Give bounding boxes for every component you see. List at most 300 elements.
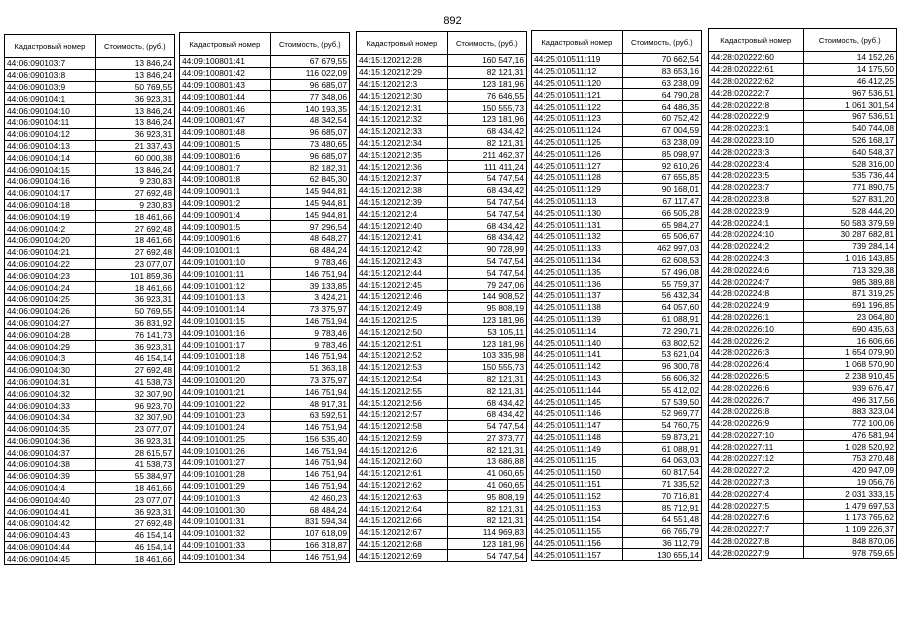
table-row — [709, 134, 897, 146]
cadastral-number-cell: 44:25:010511:119 — [532, 54, 623, 66]
table-row — [532, 372, 702, 384]
cost-cell: 967 536,51 — [803, 110, 897, 122]
cost-cell: 848 870,06 — [803, 535, 897, 547]
cost-cell: 123 181,96 — [447, 78, 526, 90]
cost-cell: 60 000,38 — [95, 152, 174, 164]
cadastral-number-cell: 44:06:090104:17 — [5, 187, 96, 199]
table-row — [5, 93, 175, 105]
cadastral-number-cell: 44:28:020226:4 — [709, 358, 804, 370]
cost-cell: 690 435,63 — [803, 323, 897, 335]
table-row — [357, 479, 527, 491]
cost-cell: 36 923,31 — [95, 128, 174, 140]
table-row — [709, 63, 897, 75]
cost-cell: 67 655,85 — [622, 171, 701, 183]
table-row — [709, 87, 897, 99]
cadastral-number-cell: 44:09:100801:5 — [180, 138, 271, 150]
cost-cell: 27 692,48 — [95, 518, 174, 530]
cost-cell: 1 061 301,54 — [803, 99, 897, 111]
cost-cell: 30 287 682,81 — [803, 228, 897, 240]
cost-cell: 61 088,91 — [622, 443, 701, 455]
table-row — [180, 126, 350, 138]
table-row — [709, 476, 897, 488]
cost-cell: 68 434,42 — [447, 125, 526, 137]
cadastral-number-cell: 44:25:010511:155 — [532, 525, 623, 537]
table-row — [357, 137, 527, 149]
table-row — [709, 99, 897, 111]
table-row — [5, 199, 175, 211]
cadastral-number-cell: 44:15:120212:38 — [357, 184, 448, 196]
cadastral-number-cell: 44:06:090104:45 — [5, 553, 96, 565]
cost-cell: 535 736,44 — [803, 169, 897, 181]
cost-cell: 54 760,75 — [622, 419, 701, 431]
cost-cell: 13 846,24 — [95, 105, 174, 117]
cadastral-number-cell: 44:09:100801:6 — [180, 150, 271, 162]
table-row — [180, 504, 350, 516]
table-row — [180, 256, 350, 268]
cadastral-number-cell: 44:15:120212:52 — [357, 349, 448, 361]
cost-cell: 166 318,87 — [270, 539, 349, 551]
cadastral-number-cell: 44:06:090103:7 — [5, 58, 96, 70]
table-row — [357, 515, 527, 527]
cadastral-number-cell: 44:09:101001:26 — [180, 445, 271, 457]
cost-cell: 82 121,31 — [447, 503, 526, 515]
cadastral-number-cell: 44:25:010511:139 — [532, 313, 623, 325]
table-row — [709, 193, 897, 205]
table-row — [357, 326, 527, 338]
table-row — [5, 388, 175, 400]
cadastral-number-cell: 44:09:100801:44 — [180, 91, 271, 103]
cost-cell: 67 117,47 — [622, 195, 701, 207]
table-row — [532, 266, 702, 278]
cost-cell: 68 484,24 — [270, 244, 349, 256]
table-row — [357, 113, 527, 125]
cadastral-number-cell: 44:28:020222:62 — [709, 75, 804, 87]
cadastral-number-cell: 44:06:090104:44 — [5, 541, 96, 553]
cost-cell: 462 997,03 — [622, 242, 701, 254]
cadastral-number-cell: 44:25:010511:141 — [532, 348, 623, 360]
cost-cell: 46 412,25 — [803, 75, 897, 87]
cadastral-number-cell: 44:09:101001:31 — [180, 516, 271, 528]
cadastral-number-cell: 44:09:101001:20 — [180, 374, 271, 386]
cadastral-number-cell: 44:25:010511:132 — [532, 230, 623, 242]
table-row — [532, 183, 702, 195]
cost-cell: 36 112,79 — [622, 537, 701, 549]
table-row — [5, 553, 175, 565]
table-row — [180, 280, 350, 292]
table-row — [5, 81, 175, 93]
table-row — [532, 301, 702, 313]
table-row — [709, 382, 897, 394]
cost-cell: 1 479 697,53 — [803, 500, 897, 512]
table-row — [709, 429, 897, 441]
table-row — [180, 445, 350, 457]
table-row — [5, 105, 175, 117]
table-row — [357, 102, 527, 114]
table-row — [180, 209, 350, 221]
header-cost: Стоимость, (руб.) — [270, 33, 349, 56]
table-row — [357, 161, 527, 173]
cost-cell: 13 846,24 — [95, 69, 174, 81]
table-row — [709, 75, 897, 87]
cost-cell: 123 181,96 — [447, 113, 526, 125]
cost-cell: 527 831,20 — [803, 193, 897, 205]
cost-cell: 95 808,19 — [447, 491, 526, 503]
table-row — [357, 503, 527, 515]
cadastral-number-cell: 44:15:120212:35 — [357, 149, 448, 161]
cadastral-number-cell: 44:28:020224:6 — [709, 264, 804, 276]
table-row — [5, 459, 175, 471]
cost-cell: 73 375,97 — [270, 374, 349, 386]
cadastral-table-1 — [4, 34, 175, 565]
table-row — [532, 431, 702, 443]
cadastral-number-cell: 44:25:010511:143 — [532, 372, 623, 384]
table-row — [5, 400, 175, 412]
cost-cell: 27 692,48 — [95, 246, 174, 258]
table-body — [180, 56, 350, 563]
table-row — [532, 514, 702, 526]
cost-cell: 23 064,80 — [803, 311, 897, 323]
table-row — [5, 447, 175, 459]
cost-cell: 771 890,75 — [803, 181, 897, 193]
cost-cell: 211 462,37 — [447, 149, 526, 161]
table-row — [709, 512, 897, 524]
cost-cell: 54 747,54 — [447, 420, 526, 432]
table-body — [709, 52, 897, 559]
table-row — [357, 397, 527, 409]
cost-cell: 36 923,31 — [95, 293, 174, 305]
cadastral-number-cell: 44:06:090104:33 — [5, 400, 96, 412]
cadastral-number-cell: 44:25:010511:134 — [532, 254, 623, 266]
cost-cell: 27 692,48 — [95, 223, 174, 235]
cost-cell: 64 486,35 — [622, 101, 701, 113]
cost-cell: 96 685,07 — [270, 150, 349, 162]
cost-cell: 64 790,28 — [622, 89, 701, 101]
cadastral-number-cell: 44:06:090104:16 — [5, 175, 96, 187]
cost-cell: 871 319,25 — [803, 287, 897, 299]
cost-cell: 1 068 570,90 — [803, 358, 897, 370]
table-row — [709, 547, 897, 559]
cadastral-number-cell: 44:15:120212:6 — [357, 444, 448, 456]
cadastral-number-cell: 44:09:101001:34 — [180, 551, 271, 563]
cost-cell: 90 728,99 — [447, 243, 526, 255]
table-row — [532, 337, 702, 349]
table-row — [357, 302, 527, 314]
cost-cell: 18 461,66 — [95, 482, 174, 494]
table-row — [709, 311, 897, 323]
table-row — [532, 195, 702, 207]
cost-cell: 92 610,26 — [622, 160, 701, 172]
cadastral-number-cell: 44:28:020224:8 — [709, 287, 804, 299]
table-row — [5, 470, 175, 482]
table-row — [357, 349, 527, 361]
header-cadastral-number: Кадастровый номер — [532, 31, 623, 54]
cadastral-number-cell: 44:09:101001:23 — [180, 409, 271, 421]
cadastral-number-cell: 44:25:010511:154 — [532, 514, 623, 526]
table-row — [5, 270, 175, 282]
cadastral-number-cell: 44:09:101001:21 — [180, 386, 271, 398]
table-row — [532, 525, 702, 537]
table-row — [532, 396, 702, 408]
table-row — [5, 164, 175, 176]
cadastral-number-cell: 44:09:101001:17 — [180, 339, 271, 351]
header-cadastral-number: Кадастровый номер — [5, 35, 96, 58]
cost-cell: 60 752,42 — [622, 112, 701, 124]
table-row — [180, 232, 350, 244]
cadastral-number-cell: 44:06:090104:15 — [5, 164, 96, 176]
table-row — [180, 374, 350, 386]
cadastral-number-cell: 44:09:101001:10 — [180, 256, 271, 268]
table-row — [357, 408, 527, 420]
cost-cell: 71 335,52 — [622, 478, 701, 490]
cost-cell: 63 592,51 — [270, 409, 349, 421]
cadastral-number-cell: 44:28:020227:12 — [709, 453, 804, 465]
cost-cell: 96 300,78 — [622, 360, 701, 372]
table-row — [180, 315, 350, 327]
cost-cell: 123 181,96 — [447, 538, 526, 550]
header-cost: Стоимость, (руб.) — [622, 31, 701, 54]
table-row — [5, 282, 175, 294]
cadastral-number-cell: 44:25:010511:125 — [532, 136, 623, 148]
cost-cell: 65 984,27 — [622, 219, 701, 231]
table-row — [180, 480, 350, 492]
cadastral-number-cell: 44:09:101001:15 — [180, 315, 271, 327]
cost-cell: 640 548,37 — [803, 146, 897, 158]
table-row — [357, 467, 527, 479]
cost-cell: 130 655,14 — [622, 549, 701, 561]
cadastral-number-cell: 44:25:010511:130 — [532, 207, 623, 219]
table-row — [180, 339, 350, 351]
cost-cell: 77 348,06 — [270, 91, 349, 103]
cost-cell: 123 181,96 — [447, 314, 526, 326]
cost-cell: 55 384,97 — [95, 470, 174, 482]
cost-cell: 32 307,90 — [95, 388, 174, 400]
cost-cell: 68 434,42 — [447, 220, 526, 232]
cost-cell: 82 182,31 — [270, 162, 349, 174]
table-row — [180, 551, 350, 563]
table-row — [709, 276, 897, 288]
cadastral-number-cell: 44:28:020226:2 — [709, 335, 804, 347]
table-row — [532, 148, 702, 160]
cost-cell: 145 944,81 — [270, 197, 349, 209]
cost-cell: 28 615,57 — [95, 447, 174, 459]
table-row — [532, 112, 702, 124]
cost-cell: 95 808,19 — [447, 302, 526, 314]
cadastral-number-cell: 44:06:090104:39 — [5, 470, 96, 482]
table-row — [357, 420, 527, 432]
cadastral-number-cell: 44:06:090104:29 — [5, 341, 96, 353]
table-row — [5, 529, 175, 541]
cost-cell: 50 583 379,59 — [803, 217, 897, 229]
cost-cell: 70 662,54 — [622, 54, 701, 66]
table-row — [532, 65, 702, 77]
cadastral-number-cell: 44:25:010511:133 — [532, 242, 623, 254]
cost-cell: 76 646,55 — [447, 90, 526, 102]
table-row — [5, 187, 175, 199]
cadastral-number-cell: 44:06:090104:41 — [5, 506, 96, 518]
cost-cell: 48 648,27 — [270, 232, 349, 244]
cost-cell: 36 923,31 — [95, 93, 174, 105]
cadastral-number-cell: 44:09:101001:25 — [180, 433, 271, 445]
cost-cell: 61 088,91 — [622, 313, 701, 325]
cost-cell: 83 653,16 — [622, 65, 701, 77]
cadastral-number-cell: 44:15:120212:62 — [357, 479, 448, 491]
table-row — [709, 146, 897, 158]
table-row — [5, 211, 175, 223]
table-row — [357, 208, 527, 220]
cost-cell: 82 121,31 — [447, 66, 526, 78]
cadastral-number-cell: 44:25:010511:144 — [532, 384, 623, 396]
cost-cell: 19 056,76 — [803, 476, 897, 488]
cadastral-number-cell: 44:15:120212:28 — [357, 55, 448, 67]
table-row — [5, 435, 175, 447]
cost-cell: 54 747,54 — [447, 208, 526, 220]
table-row — [5, 518, 175, 530]
table-row — [357, 338, 527, 350]
cost-cell: 55 412,02 — [622, 384, 701, 396]
table-row — [709, 394, 897, 406]
table-row — [180, 468, 350, 480]
cost-cell: 27 373,77 — [447, 432, 526, 444]
cost-cell: 146 751,94 — [270, 457, 349, 469]
cost-cell: 68 434,42 — [447, 184, 526, 196]
cost-cell: 41 060,65 — [447, 467, 526, 479]
cadastral-number-cell: 44:15:120212:32 — [357, 113, 448, 125]
cadastral-number-cell: 44:25:010511:148 — [532, 431, 623, 443]
table-row — [180, 150, 350, 162]
table-row — [180, 162, 350, 174]
cadastral-number-cell: 44:25:010511:13 — [532, 195, 623, 207]
cost-cell: 13 846,24 — [95, 116, 174, 128]
cost-cell: 691 196,85 — [803, 299, 897, 311]
cadastral-number-cell: 44:28:020222:8 — [709, 99, 804, 111]
cadastral-number-cell: 44:09:100801:48 — [180, 126, 271, 138]
cost-cell: 528 444,20 — [803, 205, 897, 217]
table-row — [180, 433, 350, 445]
cost-cell: 9 783,46 — [270, 327, 349, 339]
table-row — [532, 89, 702, 101]
cost-cell: 63 238,09 — [622, 77, 701, 89]
table-row — [709, 252, 897, 264]
cost-cell: 54 747,54 — [447, 172, 526, 184]
cost-cell: 140 193,35 — [270, 103, 349, 115]
header-cost: Стоимость, (руб.) — [803, 29, 897, 52]
cadastral-number-cell: 44:25:010511:140 — [532, 337, 623, 349]
table-row — [709, 535, 897, 547]
cadastral-table-5 — [708, 28, 897, 559]
cost-cell: 63 802,52 — [622, 337, 701, 349]
cost-cell: 41 060,65 — [447, 479, 526, 491]
cost-cell: 85 098,97 — [622, 148, 701, 160]
cost-cell: 82 121,31 — [447, 444, 526, 456]
cost-cell: 1 173 765,62 — [803, 512, 897, 524]
cost-cell: 146 751,94 — [270, 480, 349, 492]
cadastral-number-cell: 44:06:090104:24 — [5, 282, 96, 294]
cadastral-number-cell: 44:28:020224:7 — [709, 276, 804, 288]
cadastral-number-cell: 44:09:101001:3 — [180, 492, 271, 504]
table-row — [180, 103, 350, 115]
cadastral-number-cell: 44:09:101001:16 — [180, 327, 271, 339]
table-row — [180, 350, 350, 362]
cadastral-number-cell: 44:06:090104:42 — [5, 518, 96, 530]
cadastral-number-cell: 44:15:120212:54 — [357, 373, 448, 385]
table-row — [532, 278, 702, 290]
cost-cell: 967 536,51 — [803, 87, 897, 99]
cost-cell: 27 692,48 — [95, 187, 174, 199]
cost-cell: 146 751,94 — [270, 421, 349, 433]
table-row — [180, 91, 350, 103]
table-row — [180, 138, 350, 150]
table-row — [5, 223, 175, 235]
cost-cell: 528 316,00 — [803, 158, 897, 170]
cost-cell: 53 621,04 — [622, 348, 701, 360]
cadastral-number-cell: 44:09:101001:24 — [180, 421, 271, 433]
table-row — [5, 116, 175, 128]
cost-cell: 62 845,30 — [270, 173, 349, 185]
cost-cell: 9 783,46 — [270, 339, 349, 351]
cost-cell: 146 751,94 — [270, 350, 349, 362]
cadastral-number-cell: 44:15:120212:37 — [357, 172, 448, 184]
cost-cell: 18 461,66 — [95, 553, 174, 565]
table-row — [532, 54, 702, 66]
cost-cell: 146 751,94 — [270, 468, 349, 480]
cadastral-number-cell: 44:25:010511:120 — [532, 77, 623, 89]
cost-cell: 96 923,70 — [95, 400, 174, 412]
table-row — [357, 456, 527, 468]
table-row — [709, 287, 897, 299]
cadastral-number-cell: 44:25:010511:156 — [532, 537, 623, 549]
table-row — [709, 417, 897, 429]
cost-cell: 48 342,54 — [270, 114, 349, 126]
table-row — [180, 79, 350, 91]
table-row — [180, 409, 350, 421]
cadastral-number-cell: 44:06:090104:32 — [5, 388, 96, 400]
cadastral-number-cell: 44:06:090104:26 — [5, 305, 96, 317]
table-row — [357, 361, 527, 373]
cost-cell: 160 547,16 — [447, 55, 526, 67]
table-row — [357, 66, 527, 78]
cadastral-number-cell: 44:06:090104:21 — [5, 246, 96, 258]
table-row — [357, 385, 527, 397]
table-row — [5, 140, 175, 152]
table-row — [709, 405, 897, 417]
table-row — [709, 323, 897, 335]
table-row — [357, 255, 527, 267]
cadastral-number-cell: 44:09:101001:11 — [180, 268, 271, 280]
cadastral-number-cell: 44:09:101001:29 — [180, 480, 271, 492]
cost-cell: 67 004,59 — [622, 124, 701, 136]
cadastral-number-cell: 44:06:090104:27 — [5, 317, 96, 329]
cadastral-number-cell: 44:25:010511:124 — [532, 124, 623, 136]
cadastral-number-cell: 44:15:120212:34 — [357, 137, 448, 149]
table-row — [709, 346, 897, 358]
table-body — [5, 58, 175, 565]
cadastral-number-cell: 44:15:120212:66 — [357, 515, 448, 527]
cadastral-number-cell: 44:09:100901:6 — [180, 232, 271, 244]
cost-cell: 62 608,53 — [622, 254, 701, 266]
cadastral-number-cell: 44:28:020226:1 — [709, 311, 804, 323]
table-row — [357, 220, 527, 232]
table-row — [357, 196, 527, 208]
cost-cell: 145 944,81 — [270, 185, 349, 197]
cost-cell: 50 769,55 — [95, 81, 174, 93]
cadastral-number-cell: 44:06:090104:22 — [5, 258, 96, 270]
cadastral-number-cell: 44:09:100901:1 — [180, 185, 271, 197]
cadastral-number-cell: 44:15:120212:5 — [357, 314, 448, 326]
cost-cell: 64 063,03 — [622, 455, 701, 467]
cost-cell: 1 016 143,85 — [803, 252, 897, 264]
table-row — [357, 149, 527, 161]
table-row — [180, 244, 350, 256]
